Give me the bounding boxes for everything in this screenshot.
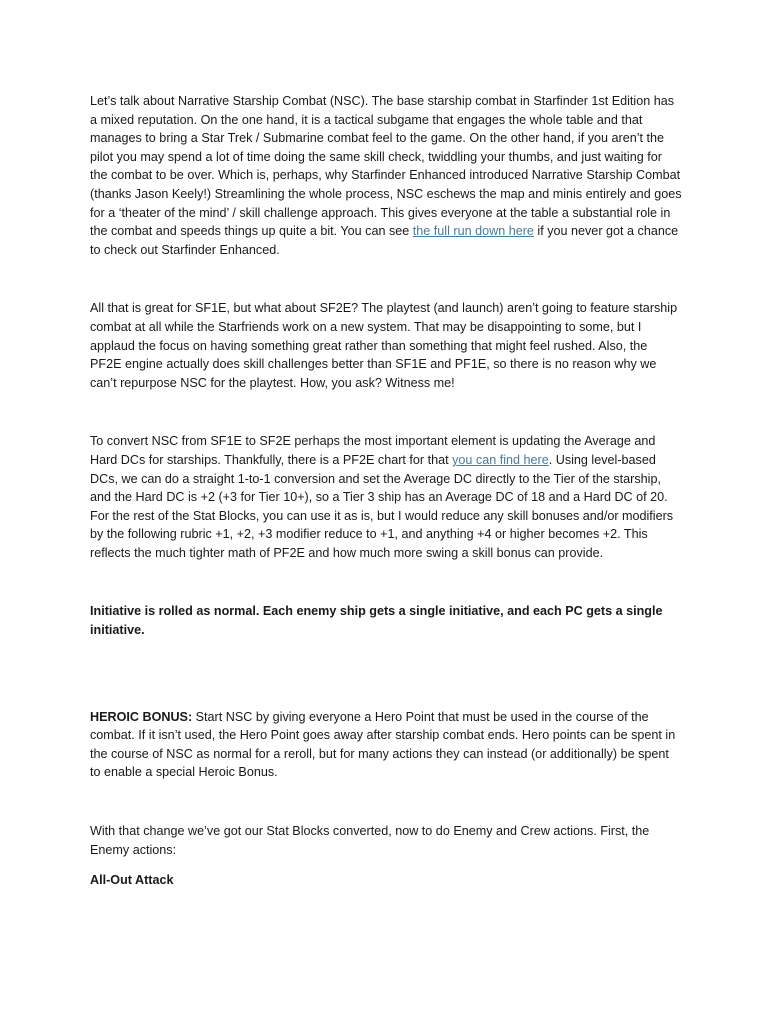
intro-paragraph	[90, 92, 682, 259]
conversion-paragraph	[90, 432, 682, 562]
dc-chart-link[interactable]: you can find here	[452, 452, 549, 467]
conversion-text-after: . Using level-based DCs, we can do a straight 1-to-1 conversion and set the Average DC directly to the Tier of the starship, and the Hard DC is +2 (+3 for Tier 10+), so a Tier 3 ship has an Average DC of 18 and a Hard DC of 20. For the rest of the Stat Blocks, you can use it as is, but I would reduce any skill bonuses and/or modifiers by the following rubric +1, +2, +3 modifier reduce to +1, and anything +4 or higher becomes +2. This reflects the much tighter math of PF2E and how much more swing a skill bonus can provide.	[90, 452, 674, 560]
full-run-down-link[interactable]: the full run down here	[412, 224, 534, 239]
heroic-bonus-label: HEROIC BONUS:	[90, 709, 193, 724]
all-out-attack-heading: All-Out Attack	[90, 873, 174, 888]
sf2e-paragraph: All that is great for SF1E, but what about SF2E? The playtest (and launch) aren’t going to feature starship combat at all while the Starfriends work on a new system. That may be disappointing to some, but I applaud the focus on having something great rather than something that might feel rushed. Also, the PF2E engine actually does skill challenges better than SF1E and PF1E, so there is no reason why we can’t repurpose NSC for the playtest. How, you ask? Witness me!	[90, 301, 678, 390]
enemy-actions-intro: With that change we’ve got our Stat Blocks converted, now to do Enemy and Crew actions. First, the Enemy actions:	[90, 824, 650, 857]
intro-text-before: Let’s talk about Narrative Starship Combat (NSC). The base starship combat in Starfinder 1st Edition has a mixed reputation. On the one hand, it is a tactical subgame that engages the whole table and that manages to bring a Star Trek / Submarine combat feel to the game. On the other hand, if you aren’t the pilot you may spend a lot of time doing the same skill check, twiddling your thumbs, and just waiting for the combat to be over. Which is, perhaps, why Starfinder Enhanced introduced Narrative Starship Combat (thanks Jason Keely!) Streamlining the whole process, NSC eschews the map and minis entirely and goes for a ‘theater of the mind’ / skill challenge approach. This gives everyone at the table a substantial role in the combat and speeds things up quite a bit. You can see	[90, 94, 682, 239]
initiative-paragraph: Initiative is rolled as normal. Each enemy ship gets a single initiative, and each PC gets a single initiative.	[90, 604, 663, 638]
intro-text-after: if you never got a chance to check out Starfinder Enhanced.	[90, 224, 679, 257]
document-body	[90, 92, 682, 890]
heroic-bonus-paragraph	[90, 708, 682, 782]
heroic-bonus-text: Start NSC by giving everyone a Hero Point that must be used in the course of the combat. If it isn’t used, the Hero Point goes away after starship combat ends. Hero points can be spent in the course of NSC as normal for a reroll, but for many actions they can instead (or additionally) be spent to enable a special Heroic Bonus.	[90, 709, 676, 780]
conversion-text-before: To convert NSC from SF1E to SF2E perhaps the most important element is updating the Average and Hard DCs for starships. Thankfully, there is a PF2E chart for that	[90, 434, 656, 467]
